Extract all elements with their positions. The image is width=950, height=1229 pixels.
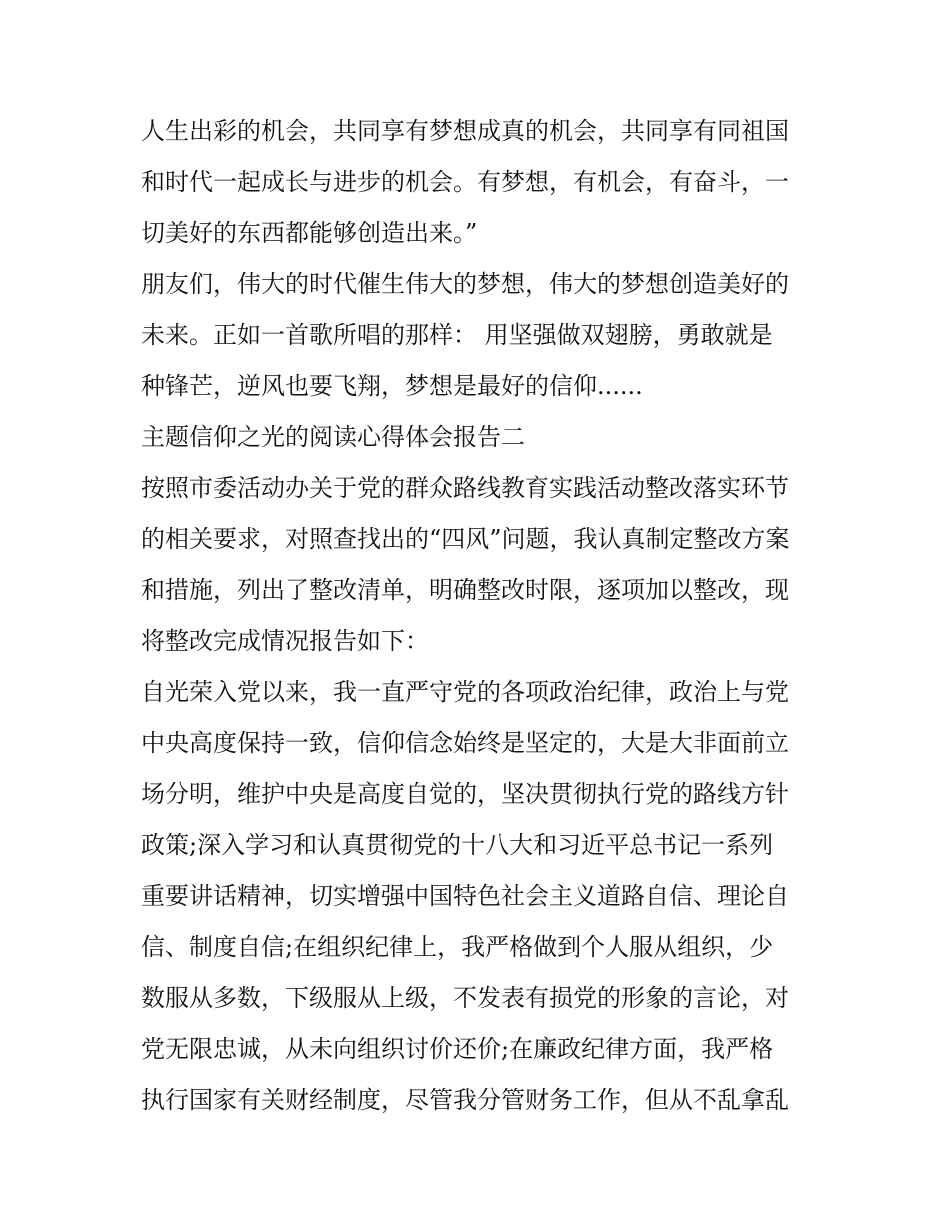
text-line: 自光荣入党以来，我一直严守党的各项政治纪律，政治上与党 [141, 678, 789, 706]
text-line: 党无限忠诚，从未向组织讨价还价;在廉政纪律方面，我严格 [141, 1035, 774, 1063]
text-line: 朋友们，伟大的时代催生伟大的梦想，伟大的梦想创造美好的 [141, 270, 789, 298]
text-line: 政策;深入学习和认真贯彻党的十八大和习近平总书记一系列 [141, 831, 774, 859]
text-line: 人生出彩的机会，共同享有梦想成真的机会，共同享有同祖国 [141, 117, 789, 145]
text-line: 按照市委活动办关于党的群众路线教育实践活动整改落实环节 [141, 474, 789, 502]
text-line: 将整改完成情况报告如下： [141, 627, 429, 655]
text-line: 重要讲话精神，切实增强中国特色社会主义道路自信、理论自 [141, 882, 789, 910]
text-line: 中央高度保持一致，信仰信念始终是坚定的，大是大非面前立 [141, 729, 789, 757]
text-line: 场分明，维护中央是高度自觉的，坚决贯彻执行党的路线方针 [141, 780, 789, 808]
text-line: 切美好的东西都能够创造出来。” [141, 219, 478, 247]
text-line: 和措施，列出了整改清单，明确整改时限，逐项加以整改，现 [141, 576, 789, 604]
text-line: 的相关要求，对照查找出的“四风”问题，我认真制定整改方案 [141, 525, 790, 553]
text-line: 执行国家有关财经制度，尽管我分管财务工作，但从不乱拿乱 [141, 1086, 789, 1114]
section-heading: 主题信仰之光的阅读心得体会报告二 [141, 423, 525, 451]
document-body [141, 106, 831, 1126]
text-line: 未来。正如一首歌所唱的那样： 用坚强做双翅膀，勇敢就是 [141, 321, 773, 349]
text-line: 信、制度自信;在组织纪律上，我严格做到个人服从组织，少 [141, 933, 774, 961]
text-line: 数服从多数，下级服从上级，不发表有损党的形象的言论，对 [141, 984, 789, 1012]
text-line: 种锋芒，逆风也要飞翔，梦想是最好的信仰...... [141, 372, 643, 400]
text-line: 和时代一起成长与进步的机会。有梦想，有机会，有奋斗，一 [141, 168, 789, 196]
